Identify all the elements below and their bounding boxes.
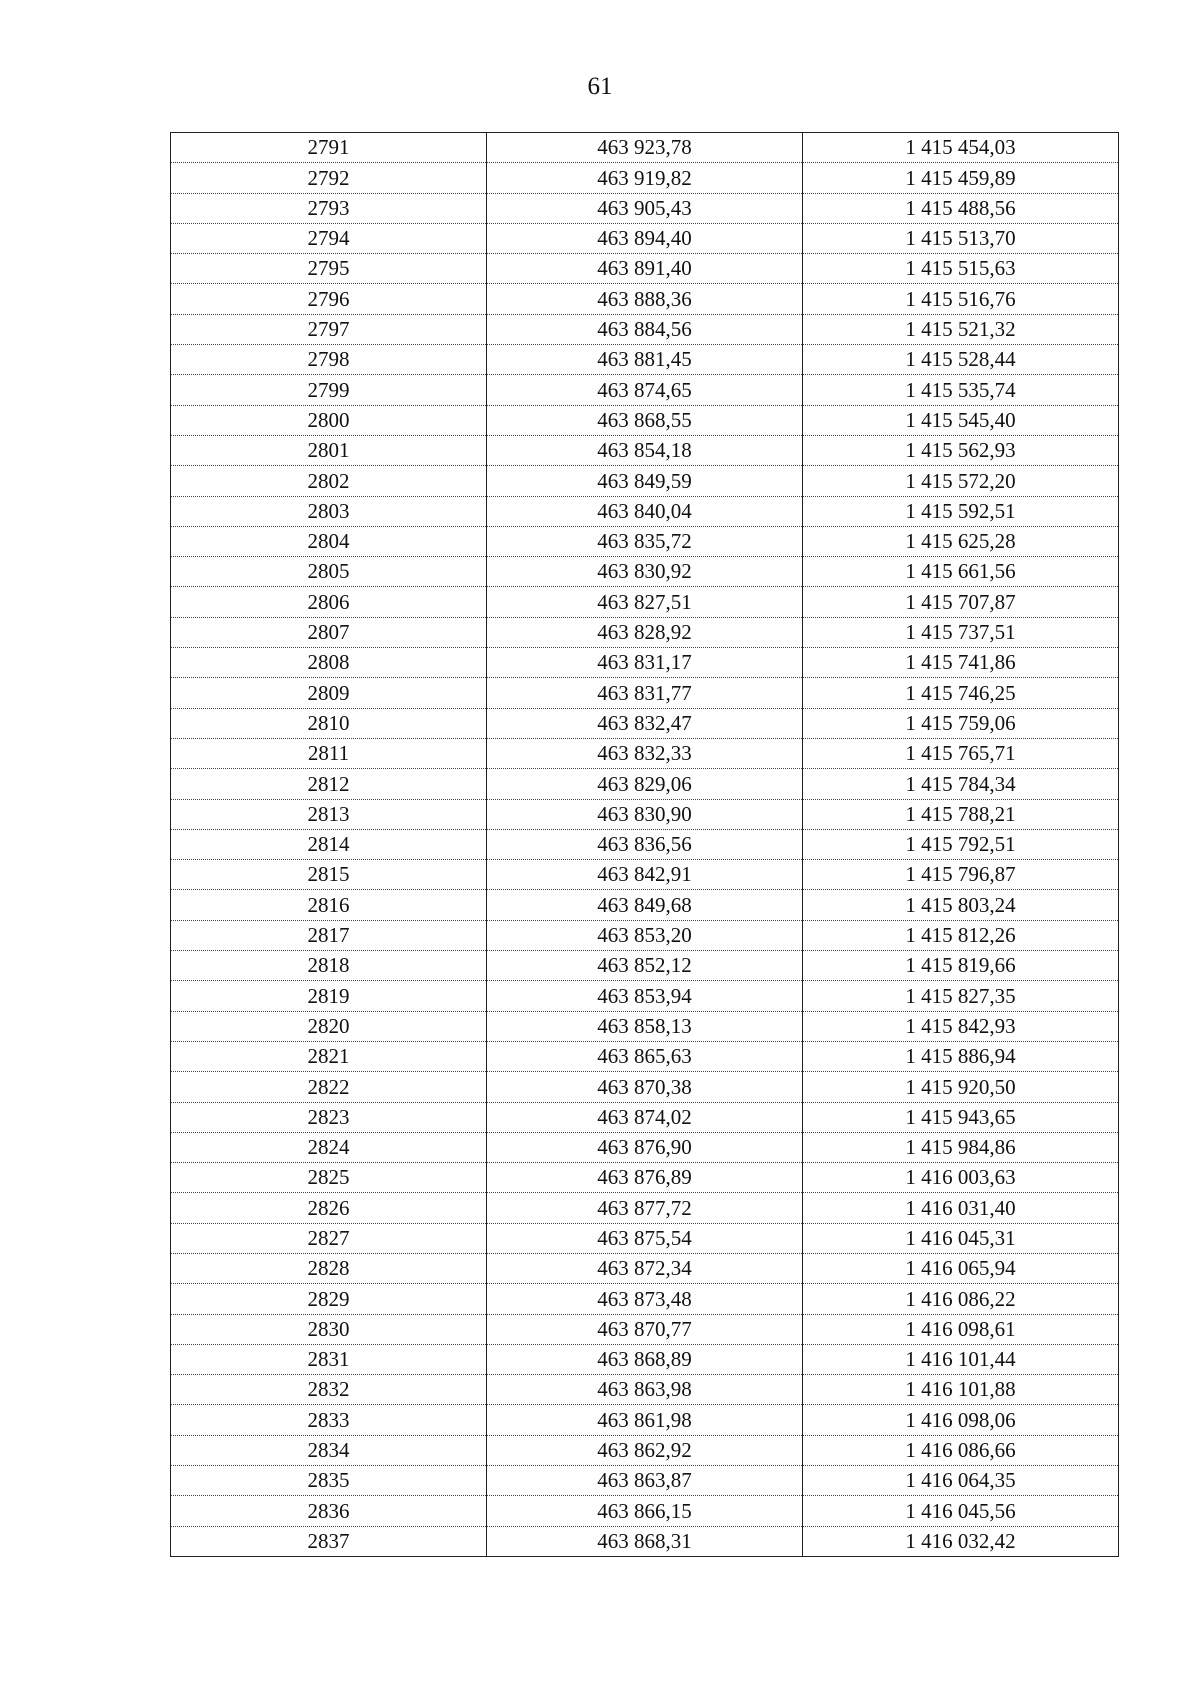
point-number-cell: 2791 xyxy=(171,133,487,163)
x-coordinate-cell: 463 858,13 xyxy=(487,1011,803,1041)
x-coordinate-cell: 463 870,38 xyxy=(487,1072,803,1102)
x-coordinate-cell: 463 868,89 xyxy=(487,1344,803,1374)
y-coordinate-cell: 1 415 707,87 xyxy=(803,587,1119,617)
table-row xyxy=(171,1405,1119,1435)
y-coordinate-cell: 1 415 784,34 xyxy=(803,769,1119,799)
y-coordinate-cell: 1 415 572,20 xyxy=(803,466,1119,496)
y-coordinate-cell: 1 415 984,86 xyxy=(803,1132,1119,1162)
table-row xyxy=(171,1072,1119,1102)
x-coordinate-cell: 463 870,77 xyxy=(487,1314,803,1344)
point-number-cell: 2806 xyxy=(171,587,487,617)
x-coordinate-cell: 463 874,02 xyxy=(487,1102,803,1132)
point-number-cell: 2801 xyxy=(171,435,487,465)
x-coordinate-cell: 463 849,59 xyxy=(487,466,803,496)
table-row xyxy=(171,435,1119,465)
point-number-cell: 2809 xyxy=(171,678,487,708)
y-coordinate-cell: 1 415 819,66 xyxy=(803,951,1119,981)
y-coordinate-cell: 1 415 625,28 xyxy=(803,526,1119,556)
x-coordinate-cell: 463 872,34 xyxy=(487,1253,803,1283)
x-coordinate-cell: 463 868,31 xyxy=(487,1526,803,1556)
y-coordinate-cell: 1 415 803,24 xyxy=(803,890,1119,920)
point-number-cell: 2819 xyxy=(171,981,487,1011)
y-coordinate-cell: 1 415 513,70 xyxy=(803,223,1119,253)
point-number-cell: 2821 xyxy=(171,1041,487,1071)
y-coordinate-cell: 1 416 086,66 xyxy=(803,1435,1119,1465)
y-coordinate-cell: 1 415 562,93 xyxy=(803,435,1119,465)
table-row xyxy=(171,708,1119,738)
y-coordinate-cell: 1 415 812,26 xyxy=(803,920,1119,950)
y-coordinate-cell: 1 415 788,21 xyxy=(803,799,1119,829)
table-row xyxy=(171,951,1119,981)
x-coordinate-cell: 463 874,65 xyxy=(487,375,803,405)
point-number-cell: 2803 xyxy=(171,496,487,526)
coordinates-table-body xyxy=(171,133,1119,1557)
y-coordinate-cell: 1 416 086,22 xyxy=(803,1284,1119,1314)
y-coordinate-cell: 1 416 003,63 xyxy=(803,1163,1119,1193)
table-row xyxy=(171,193,1119,223)
x-coordinate-cell: 463 923,78 xyxy=(487,133,803,163)
y-coordinate-cell: 1 415 459,89 xyxy=(803,163,1119,193)
x-coordinate-cell: 463 840,04 xyxy=(487,496,803,526)
point-number-cell: 2799 xyxy=(171,375,487,405)
table-row xyxy=(171,617,1119,647)
point-number-cell: 2817 xyxy=(171,920,487,950)
table-row xyxy=(171,1253,1119,1283)
point-number-cell: 2794 xyxy=(171,223,487,253)
table-row xyxy=(171,1193,1119,1223)
table-row xyxy=(171,1314,1119,1344)
table-row xyxy=(171,1163,1119,1193)
y-coordinate-cell: 1 416 045,31 xyxy=(803,1223,1119,1253)
table-row xyxy=(171,223,1119,253)
x-coordinate-cell: 463 905,43 xyxy=(487,193,803,223)
x-coordinate-cell: 463 831,77 xyxy=(487,678,803,708)
x-coordinate-cell: 463 852,12 xyxy=(487,951,803,981)
x-coordinate-cell: 463 881,45 xyxy=(487,345,803,375)
y-coordinate-cell: 1 415 792,51 xyxy=(803,829,1119,859)
point-number-cell: 2837 xyxy=(171,1526,487,1556)
x-coordinate-cell: 463 832,47 xyxy=(487,708,803,738)
point-number-cell: 2802 xyxy=(171,466,487,496)
point-number-cell: 2824 xyxy=(171,1132,487,1162)
point-number-cell: 2813 xyxy=(171,799,487,829)
table-row xyxy=(171,1496,1119,1526)
table-row xyxy=(171,405,1119,435)
x-coordinate-cell: 463 863,87 xyxy=(487,1466,803,1496)
table-row xyxy=(171,738,1119,768)
y-coordinate-cell: 1 416 064,35 xyxy=(803,1466,1119,1496)
point-number-cell: 2812 xyxy=(171,769,487,799)
y-coordinate-cell: 1 415 842,93 xyxy=(803,1011,1119,1041)
point-number-cell: 2807 xyxy=(171,617,487,647)
table-row xyxy=(171,466,1119,496)
point-number-cell: 2810 xyxy=(171,708,487,738)
y-coordinate-cell: 1 416 032,42 xyxy=(803,1526,1119,1556)
x-coordinate-cell: 463 884,56 xyxy=(487,314,803,344)
y-coordinate-cell: 1 415 759,06 xyxy=(803,708,1119,738)
y-coordinate-cell: 1 415 796,87 xyxy=(803,860,1119,890)
table-row xyxy=(171,920,1119,950)
table-row xyxy=(171,526,1119,556)
x-coordinate-cell: 463 853,20 xyxy=(487,920,803,950)
table-row xyxy=(171,1435,1119,1465)
table-row xyxy=(171,557,1119,587)
y-coordinate-cell: 1 415 746,25 xyxy=(803,678,1119,708)
x-coordinate-cell: 463 827,51 xyxy=(487,587,803,617)
point-number-cell: 2823 xyxy=(171,1102,487,1132)
x-coordinate-cell: 463 877,72 xyxy=(487,1193,803,1223)
point-number-cell: 2800 xyxy=(171,405,487,435)
table-row xyxy=(171,1132,1119,1162)
table-row xyxy=(171,345,1119,375)
point-number-cell: 2805 xyxy=(171,557,487,587)
x-coordinate-cell: 463 919,82 xyxy=(487,163,803,193)
table-row xyxy=(171,829,1119,859)
x-coordinate-cell: 463 866,15 xyxy=(487,1496,803,1526)
table-row xyxy=(171,1284,1119,1314)
table-row xyxy=(171,496,1119,526)
table-row xyxy=(171,1041,1119,1071)
y-coordinate-cell: 1 416 101,44 xyxy=(803,1344,1119,1374)
table-row xyxy=(171,981,1119,1011)
y-coordinate-cell: 1 415 943,65 xyxy=(803,1102,1119,1132)
x-coordinate-cell: 463 862,92 xyxy=(487,1435,803,1465)
point-number-cell: 2816 xyxy=(171,890,487,920)
x-coordinate-cell: 463 873,48 xyxy=(487,1284,803,1314)
table-row xyxy=(171,1011,1119,1041)
point-number-cell: 2830 xyxy=(171,1314,487,1344)
table-row xyxy=(171,133,1119,163)
y-coordinate-cell: 1 415 454,03 xyxy=(803,133,1119,163)
x-coordinate-cell: 463 830,90 xyxy=(487,799,803,829)
point-number-cell: 2798 xyxy=(171,345,487,375)
point-number-cell: 2811 xyxy=(171,738,487,768)
point-number-cell: 2804 xyxy=(171,526,487,556)
y-coordinate-cell: 1 416 065,94 xyxy=(803,1253,1119,1283)
table-row xyxy=(171,314,1119,344)
point-number-cell: 2796 xyxy=(171,284,487,314)
point-number-cell: 2827 xyxy=(171,1223,487,1253)
point-number-cell: 2832 xyxy=(171,1375,487,1405)
point-number-cell: 2829 xyxy=(171,1284,487,1314)
y-coordinate-cell: 1 415 741,86 xyxy=(803,648,1119,678)
point-number-cell: 2826 xyxy=(171,1193,487,1223)
y-coordinate-cell: 1 415 528,44 xyxy=(803,345,1119,375)
y-coordinate-cell: 1 415 516,76 xyxy=(803,284,1119,314)
y-coordinate-cell: 1 415 535,74 xyxy=(803,375,1119,405)
table-row xyxy=(171,1102,1119,1132)
point-number-cell: 2795 xyxy=(171,254,487,284)
x-coordinate-cell: 463 861,98 xyxy=(487,1405,803,1435)
y-coordinate-cell: 1 416 031,40 xyxy=(803,1193,1119,1223)
table-row xyxy=(171,1466,1119,1496)
x-coordinate-cell: 463 854,18 xyxy=(487,435,803,465)
point-number-cell: 2797 xyxy=(171,314,487,344)
x-coordinate-cell: 463 849,68 xyxy=(487,890,803,920)
x-coordinate-cell: 463 828,92 xyxy=(487,617,803,647)
y-coordinate-cell: 1 415 661,56 xyxy=(803,557,1119,587)
point-number-cell: 2836 xyxy=(171,1496,487,1526)
y-coordinate-cell: 1 415 920,50 xyxy=(803,1072,1119,1102)
y-coordinate-cell: 1 416 045,56 xyxy=(803,1496,1119,1526)
x-coordinate-cell: 463 876,90 xyxy=(487,1132,803,1162)
x-coordinate-cell: 463 891,40 xyxy=(487,254,803,284)
x-coordinate-cell: 463 894,40 xyxy=(487,223,803,253)
x-coordinate-cell: 463 868,55 xyxy=(487,405,803,435)
y-coordinate-cell: 1 415 592,51 xyxy=(803,496,1119,526)
x-coordinate-cell: 463 865,63 xyxy=(487,1041,803,1071)
coordinates-table xyxy=(170,132,1119,1557)
table-row xyxy=(171,284,1119,314)
table-row xyxy=(171,648,1119,678)
y-coordinate-cell: 1 415 545,40 xyxy=(803,405,1119,435)
table-row xyxy=(171,1526,1119,1556)
table-row xyxy=(171,375,1119,405)
point-number-cell: 2825 xyxy=(171,1163,487,1193)
point-number-cell: 2834 xyxy=(171,1435,487,1465)
point-number-cell: 2831 xyxy=(171,1344,487,1374)
point-number-cell: 2833 xyxy=(171,1405,487,1435)
point-number-cell: 2828 xyxy=(171,1253,487,1283)
table-row xyxy=(171,1223,1119,1253)
x-coordinate-cell: 463 829,06 xyxy=(487,769,803,799)
table-row xyxy=(171,1375,1119,1405)
x-coordinate-cell: 463 830,92 xyxy=(487,557,803,587)
x-coordinate-cell: 463 832,33 xyxy=(487,738,803,768)
point-number-cell: 2792 xyxy=(171,163,487,193)
y-coordinate-cell: 1 415 765,71 xyxy=(803,738,1119,768)
point-number-cell: 2793 xyxy=(171,193,487,223)
point-number-cell: 2818 xyxy=(171,951,487,981)
point-number-cell: 2820 xyxy=(171,1011,487,1041)
x-coordinate-cell: 463 835,72 xyxy=(487,526,803,556)
x-coordinate-cell: 463 875,54 xyxy=(487,1223,803,1253)
x-coordinate-cell: 463 831,17 xyxy=(487,648,803,678)
point-number-cell: 2815 xyxy=(171,860,487,890)
table-row xyxy=(171,678,1119,708)
table-row xyxy=(171,254,1119,284)
page-number: 61 xyxy=(587,73,613,100)
table-row xyxy=(171,163,1119,193)
table-row xyxy=(171,890,1119,920)
table-row xyxy=(171,587,1119,617)
point-number-cell: 2835 xyxy=(171,1466,487,1496)
y-coordinate-cell: 1 415 521,32 xyxy=(803,314,1119,344)
x-coordinate-cell: 463 876,89 xyxy=(487,1163,803,1193)
y-coordinate-cell: 1 415 488,56 xyxy=(803,193,1119,223)
table-row xyxy=(171,860,1119,890)
y-coordinate-cell: 1 416 098,61 xyxy=(803,1314,1119,1344)
y-coordinate-cell: 1 415 886,94 xyxy=(803,1041,1119,1071)
y-coordinate-cell: 1 416 098,06 xyxy=(803,1405,1119,1435)
x-coordinate-cell: 463 888,36 xyxy=(487,284,803,314)
table-row xyxy=(171,799,1119,829)
point-number-cell: 2822 xyxy=(171,1072,487,1102)
y-coordinate-cell: 1 415 737,51 xyxy=(803,617,1119,647)
y-coordinate-cell: 1 415 515,63 xyxy=(803,254,1119,284)
x-coordinate-cell: 463 836,56 xyxy=(487,829,803,859)
table-row xyxy=(171,1344,1119,1374)
x-coordinate-cell: 463 863,98 xyxy=(487,1375,803,1405)
point-number-cell: 2814 xyxy=(171,829,487,859)
y-coordinate-cell: 1 415 827,35 xyxy=(803,981,1119,1011)
table-row xyxy=(171,769,1119,799)
y-coordinate-cell: 1 416 101,88 xyxy=(803,1375,1119,1405)
x-coordinate-cell: 463 853,94 xyxy=(487,981,803,1011)
x-coordinate-cell: 463 842,91 xyxy=(487,860,803,890)
point-number-cell: 2808 xyxy=(171,648,487,678)
